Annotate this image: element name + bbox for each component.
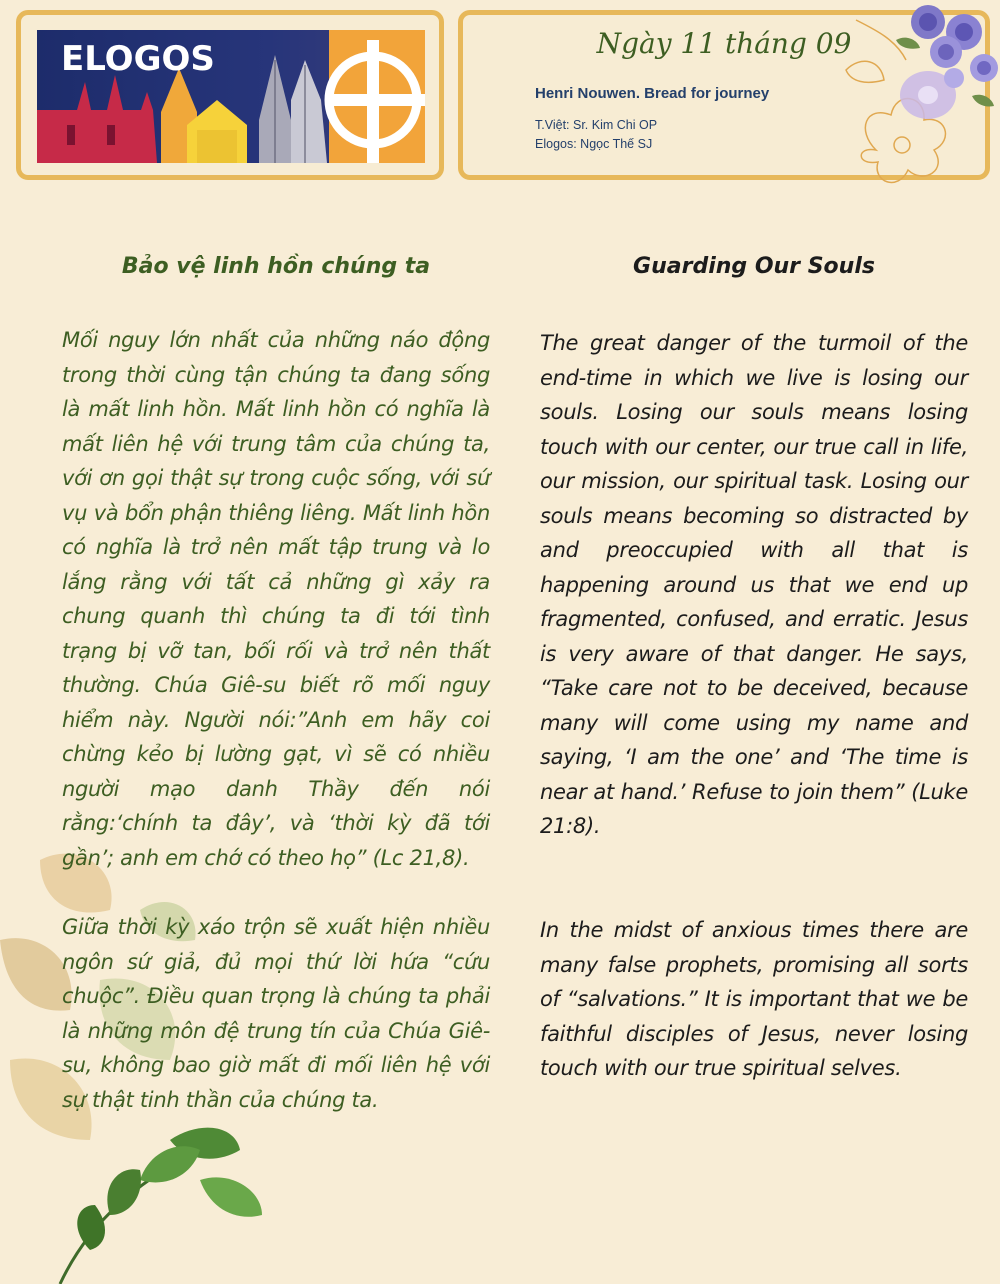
source-title: Henri Nouwen. Bread for journey bbox=[535, 85, 770, 102]
vietnamese-paragraph-2: Giữa thời kỳ xáo trộn sẽ xuất hiện nhiều ngôn sứ giả, đủ mọi thứ lời hứa “cứu chuộc”. Điều quan trọng là chúng ta phải là những môn đệ trung tín của Chúa Giê-su, không bao giờ mất đi mối liên hệ với sự thật tinh thần của chúng ta. bbox=[62, 915, 490, 1112]
publisher-credit: Elogos: Ngọc Thế SJ bbox=[535, 137, 653, 151]
elogos-logo bbox=[37, 30, 425, 163]
vietnamese-paragraph-1: Mối nguy lớn nhất của những náo động trong thời cùng tận chúng ta đang sống là mất linh hồn. Mất linh hồn có nghĩa là mất liên hệ với trung tâm của chúng ta, với ơn gọi thật sự trong cuộc sống, với sứ vụ và bổn phận thiêng liêng. Mất linh hồn có nghĩa là trở nên mất tập trung và lo lắng rằng với tất cả những gì xảy ra chung quanh thì chúng ta đi tới tình trạng bị vỡ tan, bối rối và trở nên thất thường. Chúa Giê-su biết rõ mối nguy hiểm này. Người nói:”Anh em hãy coi chừng kẻo bị lường gạt, vì sẽ có nhiều người mạo danh Thầy đến nói rằng:‘chính ta đây’, và ‘thời kỳ đã tới gần’; anh em chớ có theo họ” (Lc 21,8). bbox=[62, 328, 490, 870]
logo-wordmark: ELOGOS bbox=[61, 39, 215, 79]
date-heading: Ngày 11 tháng 09 bbox=[596, 27, 852, 60]
flower-decoration bbox=[836, 0, 1000, 200]
english-title: Guarding Our Souls bbox=[633, 254, 875, 279]
english-paragraph-1: The great danger of the turmoil of the end-time in which we live is losing our souls. Losing our souls means losing touch with our center, our true call in life, our mission, our spiritual task. Losing our souls means becoming so distracted by and preoccupied with all that is happening around us that we end up fragmented, confused, and erratic. Jesus is very aware of that danger. He says, “Take care not to be deceived, because many will come using my name and saying, ‘I am the one’ and ‘The time is near at hand.’ Refuse to join them” (Luke 21:8). bbox=[540, 331, 968, 838]
vietnamese-title: Bảo vệ linh hồn chúng ta bbox=[121, 254, 431, 279]
translator-credit: T.Việt: Sr. Kim Chi OP bbox=[535, 118, 658, 132]
logo-panel bbox=[16, 10, 444, 180]
english-paragraph-2: In the midst of anxious times there are many false prophets, promising all sorts of “salvations.” It is important that we be faithful disciples of Jesus, never losing touch with our true spiritual selves. bbox=[540, 918, 968, 1080]
